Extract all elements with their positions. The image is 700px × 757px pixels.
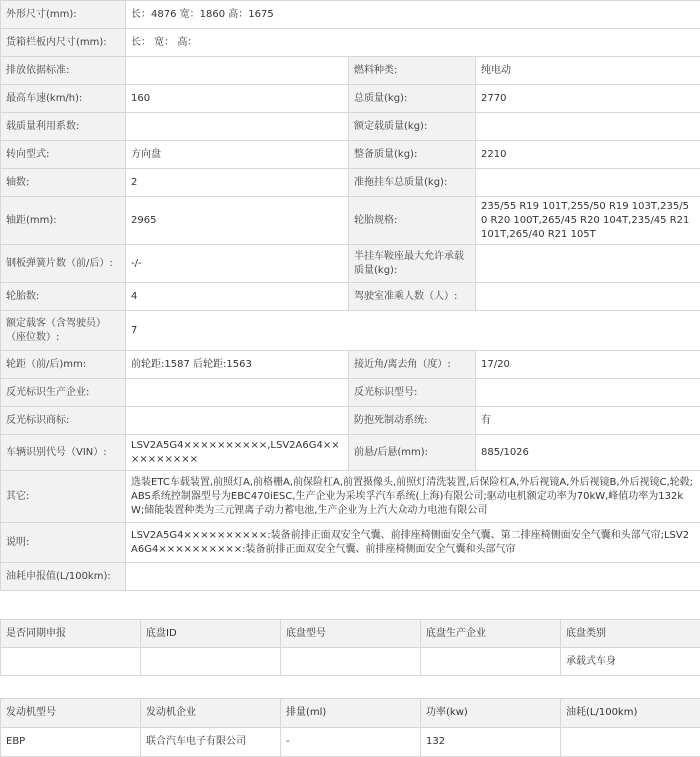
param-value <box>476 113 700 141</box>
param-value <box>126 563 700 591</box>
param-label: 反光标识生产企业: <box>1 379 126 407</box>
param-label: 整备质量(kg): <box>349 141 476 169</box>
param-value <box>476 283 700 311</box>
param-value <box>476 245 700 283</box>
engine-header-cell: 功率(kw) <box>421 699 561 728</box>
param-value <box>126 57 349 85</box>
param-value: 2210 <box>476 141 700 169</box>
param-value: 2 <box>126 169 349 197</box>
param-row <box>1 563 700 591</box>
param-label: 货箱栏板内尺寸(mm): <box>1 29 126 57</box>
param-value: 4 <box>126 283 349 311</box>
chassis-header-cell: 底盘生产企业 <box>421 620 561 648</box>
param-label: 前悬/后悬(mm): <box>349 435 476 471</box>
chassis-cell <box>281 648 421 676</box>
param-label: 轮胎规格: <box>349 197 476 245</box>
engine-cell: EBP <box>1 728 141 757</box>
param-label: 总质量(kg): <box>349 85 476 113</box>
engine-cell: 132 <box>421 728 561 757</box>
param-value: 2770 <box>476 85 700 113</box>
chassis-cell <box>1 648 141 676</box>
engine-header-row <box>1 699 700 728</box>
param-label: 车辆识别代号（VIN）: <box>1 435 126 471</box>
param-row <box>1 407 700 435</box>
param-row <box>1 245 700 283</box>
engine-header-cell: 发动机企业 <box>141 699 281 728</box>
engine-header-cell: 发动机型号 <box>1 699 141 728</box>
chassis-cell <box>421 648 561 676</box>
param-row <box>1 85 700 113</box>
param-label: 其它: <box>1 471 126 523</box>
param-label: 最高车速(km/h): <box>1 85 126 113</box>
param-value <box>126 407 349 435</box>
param-row <box>1 523 700 563</box>
chassis-header-cell: 是否同期申报 <box>1 620 141 648</box>
param-label: 轴距(mm): <box>1 197 126 245</box>
param-value <box>476 379 700 407</box>
param-value: 160 <box>126 85 349 113</box>
param-label: 说明: <box>1 523 126 563</box>
param-value: 7 <box>126 311 700 351</box>
engine-cell <box>561 728 700 757</box>
param-row <box>1 113 700 141</box>
param-label: 轴数: <box>1 169 126 197</box>
param-row <box>1 29 700 57</box>
param-label: 钢板弹簧片数（前/后）: <box>1 245 126 283</box>
param-row <box>1 435 700 471</box>
engine-header-cell: 排量(ml) <box>281 699 421 728</box>
param-label: 接近角/离去角（度）: <box>349 351 476 379</box>
param-value <box>476 169 700 197</box>
param-row <box>1 379 700 407</box>
param-label: 油耗申报值(L/100km): <box>1 563 126 591</box>
engine-header-cell: 油耗(L/100km) <box>561 699 700 728</box>
param-label: 轮距（前/后)mm: <box>1 351 126 379</box>
param-value: LSV2A5G4××××××××××,LSV2A6G4×××××××××× <box>126 435 349 471</box>
param-row <box>1 311 700 351</box>
param-label: 准拖挂车总质量(kg): <box>349 169 476 197</box>
param-value: 有 <box>476 407 700 435</box>
param-label: 半挂车鞍座最大允许承载质量(kg): <box>349 245 476 283</box>
chassis-header-cell: 底盘类别 <box>561 620 700 648</box>
param-label: 转向型式: <box>1 141 126 169</box>
engine-cell: 联合汽车电子有限公司 <box>141 728 281 757</box>
param-value: 方向盘 <box>126 141 349 169</box>
param-value: 纯电动 <box>476 57 700 85</box>
param-row <box>1 197 700 245</box>
param-row <box>1 141 700 169</box>
param-label: 驾驶室准乘人数（人）: <box>349 283 476 311</box>
param-value: 235/55 R19 101T,255/50 R19 103T,235/50 R20 100T,265/45 R20 104T,235/45 R21 101T,265/40 R21 105T <box>476 197 700 245</box>
param-label: 轮胎数: <box>1 283 126 311</box>
param-value: LSV2A5G4××××××××××:装备前排正面双安全气囊、前排座椅侧面安全气囊、第二排座椅侧面安全气囊和头部气帘;LSV2A6G4××××××××××:装备前排正面双安全气囊、前排座椅侧面安全气囊和头部气帘 <box>126 523 700 563</box>
param-value <box>126 379 349 407</box>
param-label: 额定载客（含驾驶员）（座位数）: <box>1 311 126 351</box>
param-row <box>1 57 700 85</box>
param-label: 载质量利用系数: <box>1 113 126 141</box>
param-label: 额定载质量(kg): <box>349 113 476 141</box>
chassis-header-cell: 底盘ID <box>141 620 281 648</box>
param-value: 2965 <box>126 197 349 245</box>
chassis-cell: 承载式车身 <box>561 648 700 676</box>
param-label: 燃料种类: <box>349 57 476 85</box>
engine-table <box>0 698 700 757</box>
param-label: 外形尺寸(mm): <box>1 1 126 29</box>
param-label: 防抱死制动系统: <box>349 407 476 435</box>
chassis-header-row <box>1 620 700 648</box>
chassis-cell <box>141 648 281 676</box>
param-value: 选装ETC车载装置,前照灯A,前格栅A,前保险杠A,前置摄像头,前照灯清洗装置,后保险杠A,外后视镜A,外后视镜B,外后视镜C,轮毂;ABS系统控制器型号为EBC470iESC,生产企业为采埃孚汽车系统(上海)有限公司;驱动电机额定功率为70kW,峰值功率为132kW;储能装置种类为三元锂离子动力蓄电池,生产企业为上汽大众动力电池有限公司 <box>126 471 700 523</box>
param-value: 前轮距:1587 后轮距:1563 <box>126 351 349 379</box>
param-value: 885/1026 <box>476 435 700 471</box>
param-value: -/- <box>126 245 349 283</box>
param-value: 长：4876 宽：1860 高：1675 <box>126 1 700 29</box>
param-value: 长： 宽： 高： <box>126 29 700 57</box>
param-row <box>1 283 700 311</box>
param-row <box>1 1 700 29</box>
chassis-header-cell: 底盘型号 <box>281 620 421 648</box>
param-value <box>126 113 349 141</box>
param-label: 反光标识型号: <box>349 379 476 407</box>
param-row <box>1 169 700 197</box>
param-row <box>1 471 700 523</box>
param-label: 排放依据标准: <box>1 57 126 85</box>
param-row <box>1 351 700 379</box>
param-label: 反光标识商标: <box>1 407 126 435</box>
engine-data-row <box>1 728 700 757</box>
param-value: 17/20 <box>476 351 700 379</box>
engine-cell: - <box>281 728 421 757</box>
chassis-data-row <box>1 648 700 676</box>
chassis-table <box>0 619 700 676</box>
